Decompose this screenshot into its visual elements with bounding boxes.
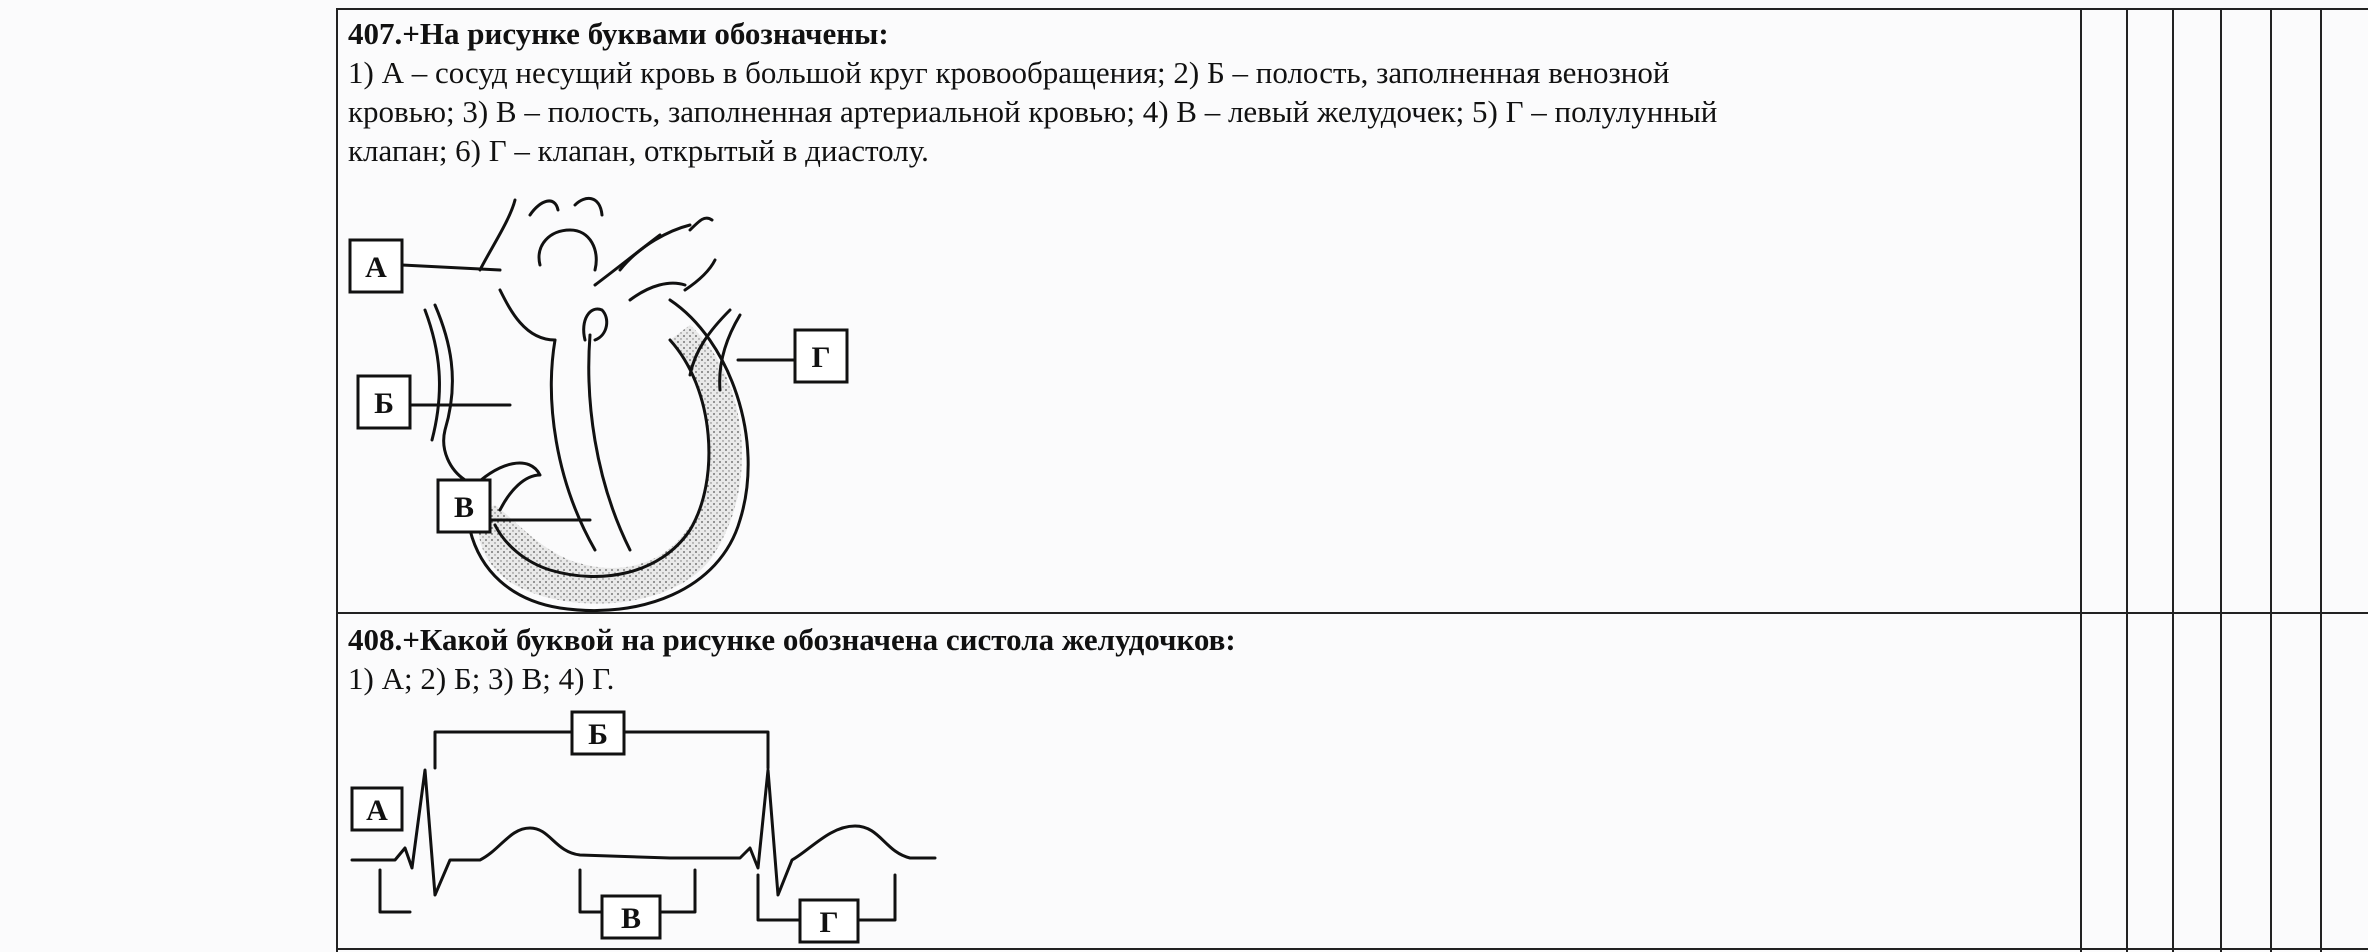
label-a bbox=[350, 240, 402, 292]
label-g bbox=[795, 330, 847, 382]
question-options: 1) А – сосуд несущий кровь в большой круг кровообращения; 2) Б – полость, заполненная венозной кровью; 3) В – полость, заполненная артериальной кровью; 4) В – левый желудочек; 5) Г – полулунный клапан; 6) Г – клапан, открытый в диастолу. bbox=[348, 55, 1718, 168]
answer-column-line bbox=[2270, 8, 2272, 952]
answer-column-line bbox=[2220, 8, 2222, 952]
label-b bbox=[358, 376, 410, 428]
svg-text:Б: Б bbox=[374, 387, 394, 420]
answer-column-line bbox=[2080, 8, 2082, 952]
label-b bbox=[572, 712, 624, 754]
svg-text:Г: Г bbox=[811, 341, 831, 374]
question-407 bbox=[348, 14, 2068, 170]
ecg-diagram bbox=[340, 700, 940, 950]
question-title: 408.+Какой буквой на рисунке обозначена систола желудочков: bbox=[348, 622, 1236, 657]
svg-text:Г: Г bbox=[819, 906, 839, 939]
answer-column-line bbox=[2126, 8, 2128, 952]
svg-text:Б: Б bbox=[588, 718, 608, 751]
ecg-trace bbox=[352, 770, 935, 895]
answer-column-line bbox=[2320, 8, 2322, 952]
question-408 bbox=[348, 620, 2068, 698]
svg-text:В: В bbox=[453, 491, 475, 524]
label-v bbox=[602, 896, 660, 938]
label-a bbox=[352, 788, 402, 830]
question-title: 407.+На рисунке буквами обозначены: bbox=[348, 16, 889, 51]
heart-diagram bbox=[340, 190, 880, 620]
label-v bbox=[438, 480, 490, 532]
valve-cusp bbox=[584, 309, 607, 340]
answer-column-line bbox=[2172, 8, 2174, 952]
label-g bbox=[800, 900, 858, 942]
question-options: 1) А; 2) Б; 3) В; 4) Г. bbox=[348, 661, 615, 696]
svg-text:В: В bbox=[620, 902, 642, 935]
svg-text:А: А bbox=[366, 794, 388, 827]
aorta bbox=[480, 198, 660, 340]
svg-text:А: А bbox=[365, 251, 387, 284]
